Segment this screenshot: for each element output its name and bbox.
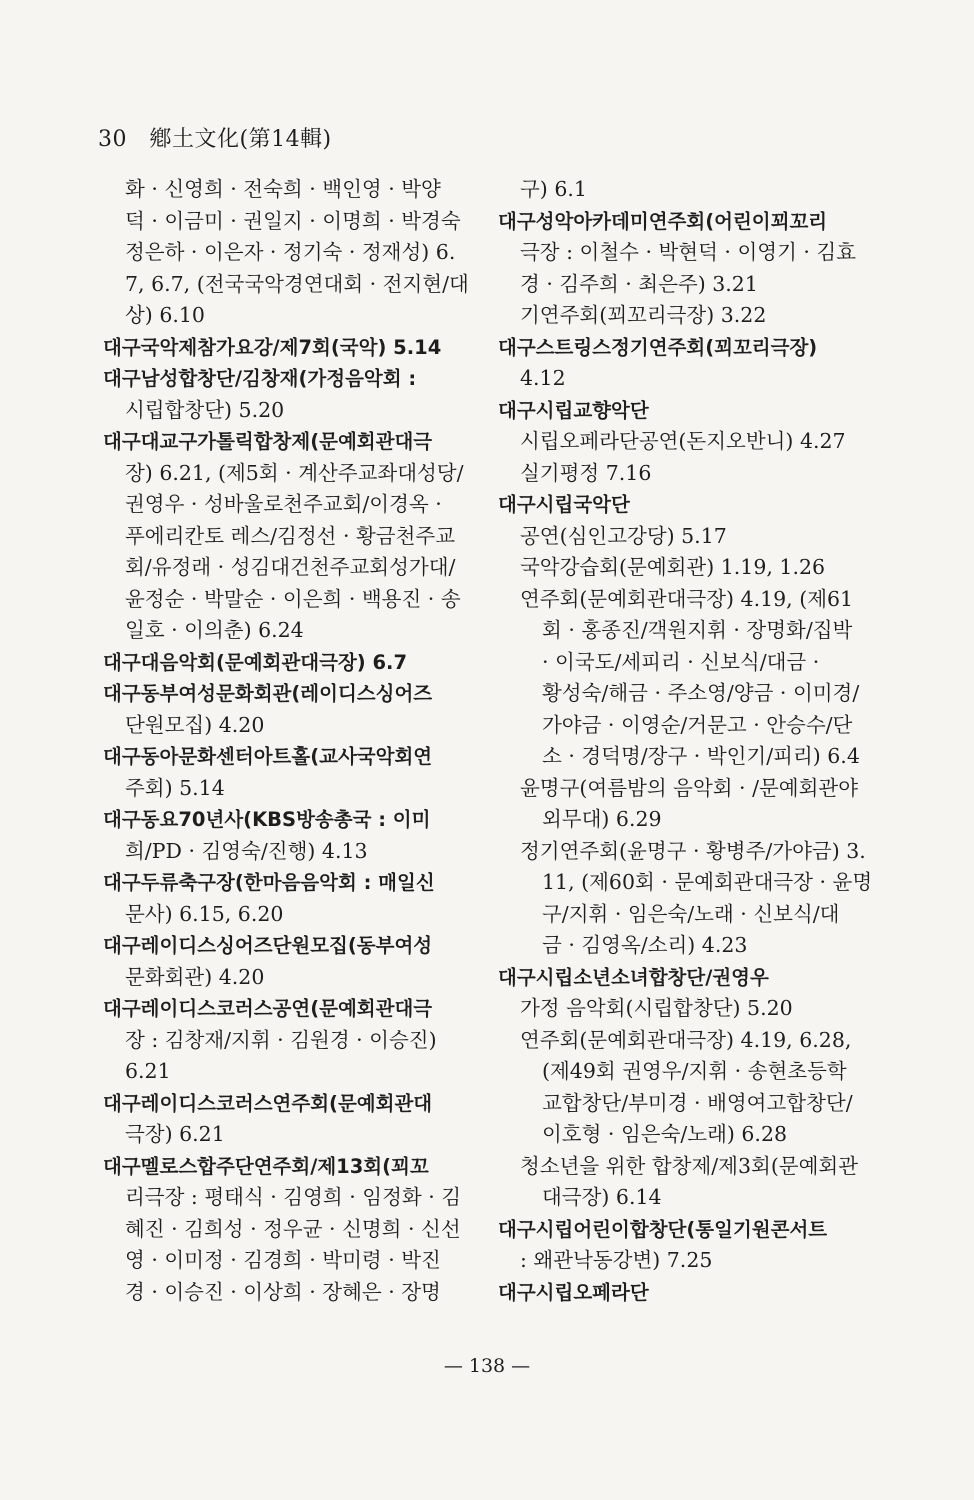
index-line: 대구스트링스정기연주회(꾀꼬리극장)	[498, 335, 818, 359]
index-line: 푸에리칸토 레스/김정선 · 황금천주교	[125, 523, 456, 548]
index-line: 연주회(문예회관대극장) 4.19, (제61	[520, 586, 854, 611]
index-line: 외무대) 6.29	[542, 807, 662, 831]
index-line: 회/유정래 · 성김대건천주교회성가대/	[125, 555, 456, 579]
index-line: 구/지휘 · 임은숙/노래 · 신보식/대	[542, 901, 840, 926]
left-column	[103, 174, 483, 1308]
index-line: 대구남성합창단/김창재(가정음악회 :	[103, 367, 417, 390]
index-line: 윤명구(여름밤의 음악회 · /문예회관야	[520, 775, 859, 800]
index-line: 7, 6.7, (전국국악경연대회 · 전지현/대	[125, 271, 469, 296]
index-line: 덕 · 이금미 · 권일지 · 이명희 · 박경숙	[125, 208, 461, 233]
index-line: 대구레이디스코러스연주회(문예회관대	[103, 1091, 433, 1115]
index-line: 가야금 · 이영순/거문고 · 안승수/단	[542, 712, 853, 737]
index-line: 희/PD · 김영숙/진행) 4.13	[125, 838, 368, 863]
index-line: 상) 6.10	[125, 303, 205, 327]
index-line: 대구동부여성문화회관(레이디스싱어즈	[103, 682, 433, 705]
index-line: (제49회 권영우/지휘 · 송현초등학	[542, 1059, 847, 1083]
index-line: 대구레이디스싱어즈단원모집(동부여성	[103, 934, 433, 957]
index-line: · 이국도/세피리 · 신보식/대금 ·	[542, 649, 820, 674]
index-line: 단원모집) 4.20	[125, 712, 265, 737]
header-title: 鄕土文化(第14輯)	[149, 127, 332, 152]
index-line: 정기연주회(윤명구 · 황병주/가야금) 3.	[520, 838, 866, 863]
index-line: 장) 6.21, (제5회 · 계산주교좌대성당/	[125, 460, 464, 485]
header-page-number: 30	[98, 127, 127, 152]
index-line: 문화회관) 4.20	[125, 964, 265, 989]
index-line: 장 : 김창재/지휘 · 김원경 · 이승진)	[125, 1027, 437, 1052]
index-line: 화 · 신영희 · 전숙희 · 백인영 · 박양	[125, 177, 441, 201]
index-line: 이호형 · 임은숙/노래) 6.28	[542, 1122, 788, 1146]
index-line: 권영우 · 성바울로천주교회/이경옥 ·	[125, 492, 442, 516]
index-line: 금 · 김영옥/소리) 4.23	[542, 933, 748, 957]
page-footer	[0, 1355, 974, 1377]
index-line: 주회) 5.14	[125, 775, 225, 800]
index-line: 실기평정 7.16	[520, 460, 652, 485]
index-line: 가정 음악회(시립합창단) 5.20	[520, 996, 793, 1020]
index-line: 황성숙/해금 · 주소영/양금 · 이미경/	[542, 681, 860, 705]
index-line: 대구멜로스합주단연주회/제13회(꾀꼬	[103, 1154, 429, 1178]
index-line: 혜진 · 김희성 · 정우균 · 신명희 · 신선	[125, 1216, 461, 1241]
page-header	[98, 122, 332, 153]
index-line: 청소년을 위한 합창제/제3회(문예회관	[520, 1153, 859, 1178]
index-line: 시립합창단) 5.20	[125, 397, 285, 422]
index-line: 대구레이디스코러스공연(문예회관대극	[103, 997, 433, 1020]
right-column	[498, 174, 878, 1308]
index-line: 교합창단/부미경 · 배영여고합창단/	[542, 1090, 853, 1115]
index-line: 공연(심인고강당) 5.17	[520, 523, 727, 548]
index-line: 회 · 홍종진/객원지휘 · 장명화/집박	[542, 618, 853, 642]
index-line: 극장 : 이철수 · 박현덕 · 이영기 · 김효	[520, 240, 857, 264]
index-line: 국악강습회(문예회관) 1.19, 1.26	[520, 555, 826, 579]
index-line: 일호 · 이의춘) 6.24	[125, 618, 304, 642]
index-line: 리극장 : 평태식 · 김영희 · 임정화 · 김	[125, 1185, 462, 1209]
index-line: 대구성악아카데미연주회(어린이꾀꼬리	[498, 209, 828, 233]
index-line: 문사) 6.15, 6.20	[125, 901, 284, 926]
index-line: 대구시립국악단	[498, 493, 630, 516]
index-line: 대구두류축구장(한마음음악회 : 매일신	[103, 871, 435, 894]
index-line: 연주회(문예회관대극장) 4.19, 6.28,	[520, 1027, 852, 1052]
index-line: 윤정순 · 박말순 · 이은희 · 백용진 · 송	[125, 586, 461, 611]
index-line: 극장) 6.21	[125, 1122, 225, 1146]
index-line: 6.21	[125, 1059, 171, 1083]
footer-page-number: — 138 —	[443, 1355, 531, 1377]
index-line: 영 · 이미정 · 김경희 · 박미령 · 박진	[125, 1248, 441, 1272]
index-line: 대구시립소년소녀합창단/권영우	[498, 965, 769, 989]
index-line: 기연주회(꾀꼬리극장) 3.22	[520, 303, 767, 327]
index-line: 경 · 이승진 · 이상희 · 장혜은 · 장명	[125, 1279, 441, 1304]
index-line: 대구대교구가톨릭합창제(문예회관대극	[103, 430, 433, 453]
index-line: 대극장) 6.14	[542, 1185, 662, 1209]
index-line: 경 · 김주희 · 최은주) 3.21	[520, 271, 758, 296]
index-line: 정은하 · 이은자 · 정기숙 · 정재성) 6.	[125, 240, 456, 264]
index-line: 소 · 경덕명/장구 · 박인기/피리) 6.4	[542, 744, 860, 768]
index-line: 4.12	[520, 366, 566, 390]
index-line: 대구시립어린이합창단(통일기원콘서트	[498, 1217, 828, 1241]
index-line: 대구국악제참가요강/제7회(국악) 5.14	[103, 335, 442, 359]
index-line: 대구동요70년사(KBS방송총국 : 이미	[103, 808, 431, 831]
index-line: 구) 6.1	[520, 177, 587, 201]
index-line: 대구시립오페라단	[498, 1280, 649, 1304]
index-line: 11, (제60회 · 문예회관대극장 · 윤명	[542, 870, 873, 894]
index-line: 시립오페라단공연(돈지오반니) 4.27	[520, 429, 846, 453]
index-line: 대구대음악회(문예회관대극장) 6.7	[103, 650, 408, 674]
index-line: : 왜관낙동강변) 7.25	[520, 1248, 713, 1272]
index-line: 대구동아문화센터아트홀(교사국악회연	[103, 745, 433, 768]
index-line: 대구시립교향악단	[498, 398, 649, 422]
